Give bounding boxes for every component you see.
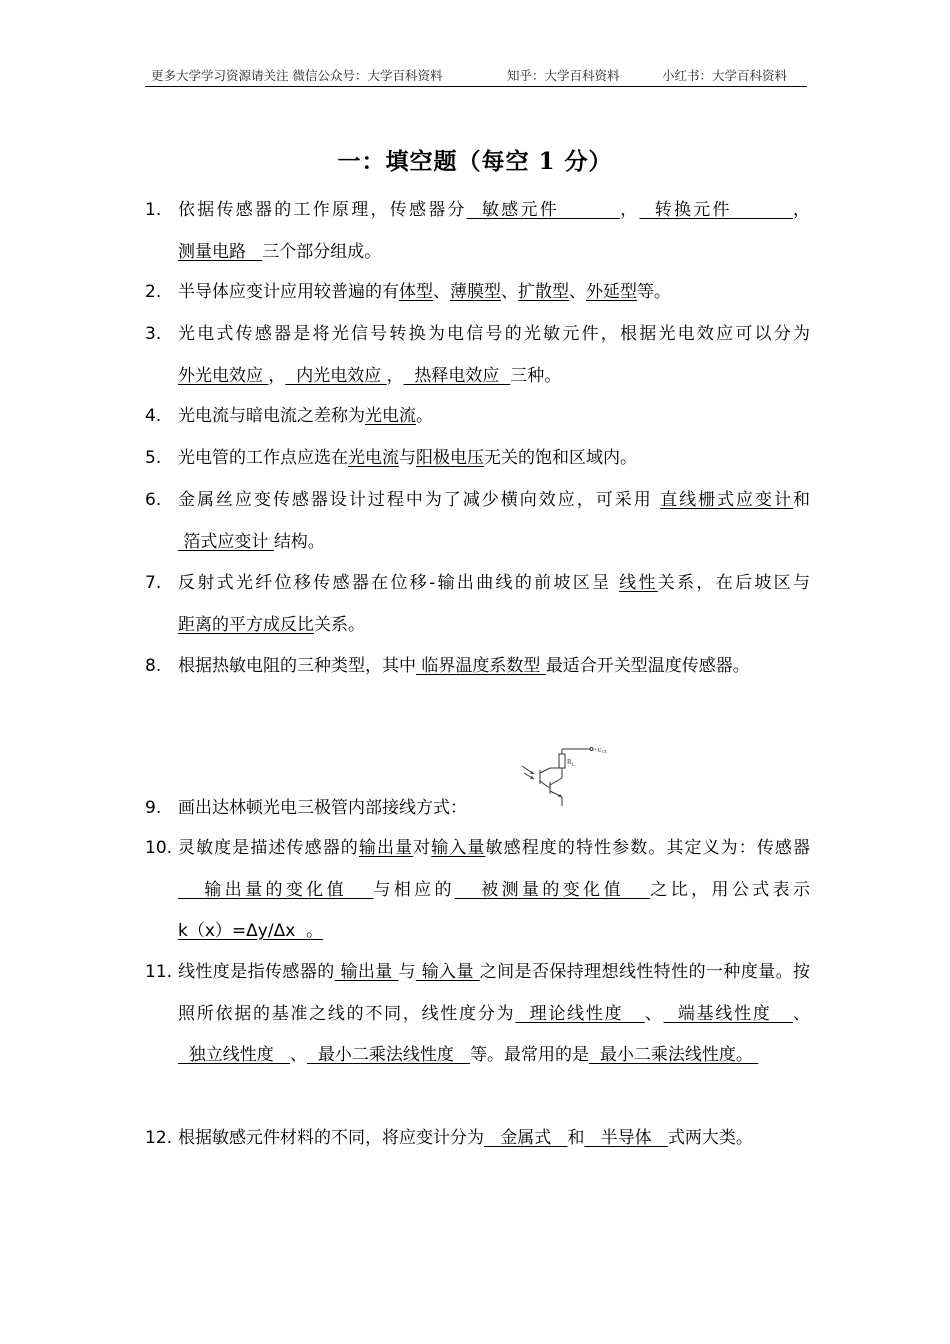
question-text-part: 光电流与暗电流之差称为: [178, 406, 365, 426]
answer-blank: 最小二乘法线性度: [307, 1045, 471, 1065]
question-number: 2.: [145, 282, 162, 302]
question-text-part: 最适合开关型温度传感器。: [545, 656, 750, 676]
question-text-part: 、: [501, 282, 518, 302]
answer-blank: 输出量: [358, 838, 414, 858]
question-text-part: 。: [416, 406, 433, 426]
answer-blank: 输出量的变化值: [178, 879, 374, 900]
answer-blank: 内光电效应: [285, 365, 387, 386]
question-text-part: 半导体应变计应用较普遍的有: [178, 282, 399, 302]
answer-blank: 输出量: [334, 962, 399, 982]
question-text-part: 反射式光纤位移传感器在位移-输出曲线的前坡区呈: [178, 573, 620, 593]
answer-blank: 外延型: [586, 282, 637, 302]
question-text-part: 依据传感器的工作原理，传感器分: [178, 200, 467, 220]
question-7: [145, 563, 810, 646]
answer-blank: 最小二乘法线性度。: [589, 1045, 759, 1065]
answer-blank: 线性: [619, 573, 658, 593]
question-9: [145, 788, 810, 830]
question-text-part: 对: [413, 838, 432, 858]
question-text-part: 三个部分组成。: [262, 241, 382, 262]
question-number: 5.: [145, 448, 162, 468]
question-text-part: 关系。: [314, 614, 365, 635]
question-text-part: 之间是否保持理想线性特性的一种度量。按照所依据的基准之线的不同，线性度分为: [178, 962, 811, 1024]
answer-blank: 外光电效应: [178, 365, 269, 386]
question-text-part: 三种。: [510, 365, 562, 386]
question-6: [145, 480, 810, 563]
question-2: [145, 272, 810, 314]
question-text-part: 无关的饱和区域内。: [484, 448, 637, 468]
question-number: 6.: [145, 490, 162, 510]
question-11: [145, 952, 810, 1077]
question-text-part: 和: [567, 1128, 585, 1148]
question-text-part: ，: [268, 365, 286, 386]
question-number: 12.: [145, 1128, 173, 1148]
question-number: 8.: [145, 656, 162, 676]
question-number: 7.: [145, 573, 162, 593]
question-12: [145, 1118, 810, 1160]
question-number: 11.: [145, 962, 173, 982]
answer-blank: 体型: [399, 282, 433, 302]
question-text: [178, 563, 810, 646]
answer-blank: 扩散型: [518, 282, 569, 302]
question-number: 4.: [145, 406, 162, 426]
question-text: [178, 646, 810, 688]
question-text-part: 、: [793, 1003, 811, 1024]
question-text: [178, 396, 810, 438]
question-number: 10.: [145, 838, 173, 858]
answer-blank: 半导体: [584, 1128, 668, 1148]
question-text-part: 、: [290, 1045, 308, 1065]
question-text: [178, 480, 810, 563]
question-text-part: 与相应的: [373, 879, 455, 900]
answer-blank: 转换元件: [639, 200, 793, 220]
darlington-phototransistor-diagram: [520, 744, 612, 808]
answer-blank: 输入量: [415, 962, 480, 982]
question-text-part: 根据敏感元件材料的不同，将应变计分为: [178, 1128, 484, 1148]
answer-blank: 薄膜型: [450, 282, 501, 302]
answer-blank: 直线栅式应变计: [660, 490, 794, 510]
question-text-part: 式两大类。: [667, 1128, 753, 1148]
answer-blank: 金属式: [484, 1128, 568, 1148]
question-text-part: 光电式传感器是将光信号转换为电信号的光敏元件，根据光电效应可以分为: [178, 324, 810, 344]
question-number: 1.: [145, 200, 162, 220]
question-4: [145, 396, 810, 438]
question-8: [145, 646, 810, 688]
question-text-part: 之比，用公式表示: [650, 879, 810, 900]
question-text-part: 金属丝应变传感器设计过程中为了减少横向效应，可采用: [178, 490, 661, 510]
answer-blank: 被测量的变化值: [454, 879, 651, 900]
question-text-part: 线性度是指传感器的: [178, 962, 335, 982]
question-number: 3.: [145, 324, 162, 344]
answer-blank: 独立线性度: [178, 1045, 291, 1065]
answer-blank: 光电流: [348, 448, 399, 468]
question-text: [178, 1118, 810, 1160]
question-text-part: 光电管的工作点应选在: [178, 448, 348, 468]
header-middle-text: 知乎：大学百科资料: [507, 68, 620, 83]
question-text: [178, 952, 810, 1077]
question-10: [145, 828, 810, 953]
header-left-text: 更多大学学习资源请关注 微信公众号：大学百科资料: [151, 68, 443, 83]
answer-blank: 端基线性度: [663, 1003, 794, 1024]
question-text: [178, 788, 810, 830]
answer-blank: 输入量: [431, 838, 486, 858]
supply-label: +UCE: [594, 748, 607, 754]
header-right-text: 小红书：大学百科资料: [662, 68, 788, 83]
question-text-part: 、: [569, 282, 586, 302]
question-text-part: 结构。: [273, 531, 325, 552]
answer-blank: 箔式应变计: [178, 531, 274, 552]
answer-blank: 敏感元件: [466, 200, 621, 220]
answer-blank: 光电流: [365, 406, 416, 426]
question-text-part: 、: [433, 282, 450, 302]
answer-blank: 测量电路: [178, 241, 263, 262]
question-text-part: 灵敏度是描述传感器的: [178, 838, 359, 858]
question-3: [145, 314, 810, 397]
question-text: [178, 190, 810, 273]
question-text-part: 根据热敏电阻的三种类型，其中: [178, 656, 416, 676]
question-text-part: 等。: [637, 282, 671, 302]
question-text-part: 关系，在后坡区与: [657, 573, 810, 593]
question-text-part: 敏感程度的特性参数。其定义为：传感器: [485, 838, 811, 858]
answer-blank: 理论线性度: [515, 1003, 645, 1024]
question-text: [178, 438, 810, 480]
question-5: [145, 438, 810, 480]
answer-blank: k（x）=Δy/Δx 。: [178, 921, 324, 941]
page-header: [145, 62, 807, 87]
answer-blank: 距离的平方成反比: [178, 614, 314, 635]
question-text-part: 等。最常用的是: [470, 1045, 590, 1065]
question-number: 9.: [145, 798, 162, 818]
answer-blank: 临界温度系数型: [416, 656, 546, 676]
question-1: [145, 190, 810, 273]
answer-blank: 阳极电压: [416, 448, 484, 468]
question-text-part: 画出达林顿光电三极管内部接线方式：: [178, 798, 467, 818]
question-text-part: ，: [793, 200, 810, 220]
question-text-part: 与: [398, 962, 416, 982]
question-text-part: ，: [620, 200, 640, 220]
question-text-part: 和: [793, 490, 811, 510]
question-text-part: ，: [386, 365, 404, 386]
question-text: [178, 828, 810, 953]
question-text-part: 与: [399, 448, 416, 468]
section-title: 一：填空题（每空 1 分）: [337, 148, 613, 175]
question-text: [178, 314, 810, 397]
question-text: [178, 272, 810, 314]
answer-blank: 热释电效应: [403, 365, 511, 386]
question-text-part: 、: [644, 1003, 664, 1024]
resistor-label: $R_L$: [567, 758, 575, 768]
